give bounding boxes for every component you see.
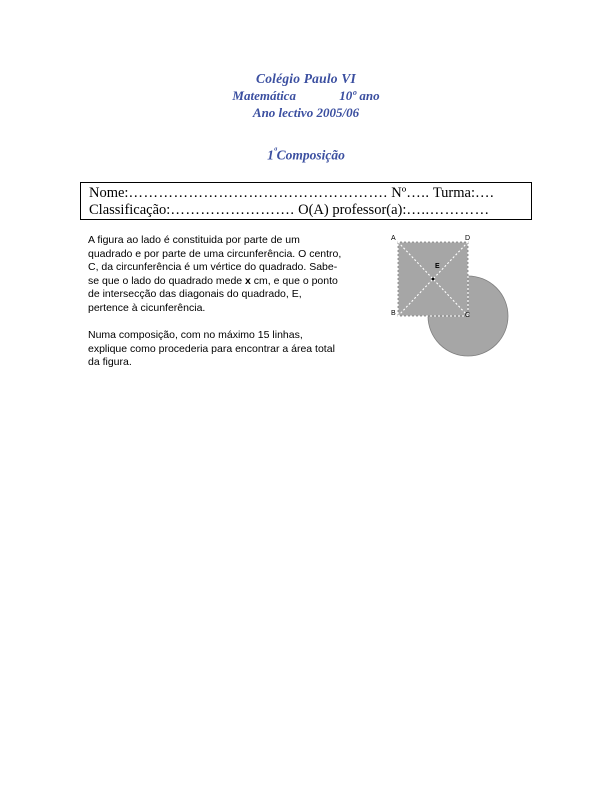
composition-label: Composição (276, 147, 345, 163)
composition-ordinal: ª (273, 146, 277, 157)
variable-x: x (245, 274, 251, 287)
subject-and-grade (0, 87, 612, 104)
grade-label: Classificação: (89, 202, 171, 218)
composition-title (0, 146, 612, 164)
document-header (0, 70, 612, 121)
exercise-paragraph-2: Numa composição, com no máximo 15 linhas, explique como procederia para encontrar a área total da figura. (88, 329, 335, 369)
composition-number: 1 (267, 147, 274, 163)
identification-box (80, 182, 532, 220)
teacher-label: O(A) professor(a): (298, 202, 407, 218)
figure-label-c: C (465, 312, 471, 319)
number-input-dots[interactable]: ….. (406, 185, 430, 201)
figure-label-b: B (391, 310, 396, 317)
exercise-text (88, 234, 343, 370)
figure-label-a: A (391, 235, 396, 242)
geometry-figure (386, 232, 526, 362)
class-label: Turma: (432, 185, 475, 201)
grade-label: 10º ano (339, 88, 380, 103)
school-name: Colégio Paulo VI (256, 71, 356, 86)
exercise-text-part-1: A figura ao lado é constituida por parte de um quadrado e por parte de uma circunferência. O centro, C, da circunferência é um vértice do quadrado. Sabe-se que o lado do quadrado mede (88, 234, 342, 287)
subject-label: Matemática (232, 88, 296, 103)
exercise-paragraph-1 (88, 234, 343, 316)
figure-svg (386, 232, 526, 362)
number-label: Nº (391, 185, 407, 201)
exercise-text-part-2: cm, e que o ponto de intersecção das diagonais do quadrado, E, pertence à cicunferência. (88, 274, 338, 314)
identification-row-name (89, 185, 494, 202)
figure-label-d: D (465, 235, 471, 242)
class-input-dots[interactable]: …. (474, 185, 495, 201)
grade-input-dots[interactable]: ……………………. (170, 202, 295, 218)
teacher-input-dots[interactable]: …..………… (406, 202, 490, 218)
name-label: Nome: (89, 185, 129, 201)
point-e-marker (432, 278, 435, 281)
figure-label-e: E (435, 263, 440, 270)
identification-row-grade (89, 202, 490, 219)
name-input-dots[interactable]: ……………………………………………. (128, 185, 388, 201)
school-year: Ano lectivo 2005/06 (252, 105, 360, 120)
